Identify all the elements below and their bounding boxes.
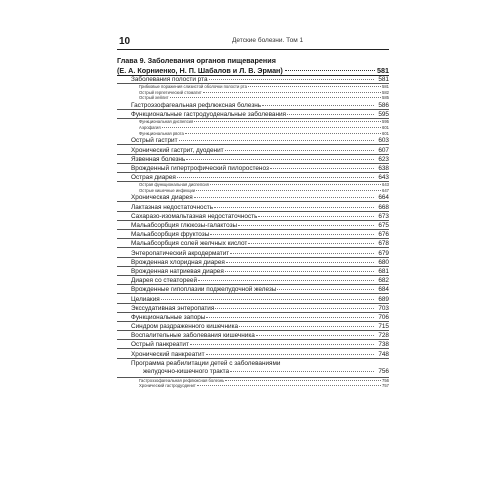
toc-entry-page: 638 — [378, 164, 389, 172]
toc-entry-title: Гастроэзофагеальная рефлюксная болезнь — [131, 102, 262, 110]
toc-entry-page: 715 — [378, 323, 389, 331]
toc-entry-title: Хронический гастрит, дуоденит — [131, 146, 224, 154]
toc-entry-page: 678 — [378, 240, 389, 248]
toc-entry-title: Диарея со стеатореей — [131, 277, 198, 285]
toc-entry[interactable] — [117, 75, 389, 84]
leader-dots — [225, 271, 374, 272]
toc-entry-page: 601 — [382, 124, 389, 130]
leader-dots — [210, 184, 381, 185]
leader-dots — [162, 127, 381, 128]
toc-entry-title: Острые кишечные инфекции — [139, 187, 196, 193]
toc-entry-page: 664 — [378, 194, 389, 202]
toc-entry-title: Острая функциональная диспепсия — [139, 182, 209, 188]
toc-entry-title: Врожденный гипертрофический пилоростеноз — [131, 164, 269, 172]
toc-entry-title: Острый гастрит — [131, 137, 178, 145]
leader-dots — [225, 380, 381, 381]
leader-dots — [256, 335, 374, 336]
leader-dots — [196, 190, 381, 191]
toc-entry-title: Функциональные гастродуоденальные заболевания — [131, 111, 287, 119]
chapter-title: Глава 9. Заболевания органов пищеварения — [117, 56, 276, 65]
toc-entry[interactable] — [117, 340, 389, 349]
toc-entry-title: Острый хейлит — [139, 95, 169, 101]
toc-entry-page: 586 — [378, 102, 389, 110]
leader-dots — [206, 317, 374, 318]
leader-dots — [177, 177, 374, 178]
toc-entry-page: 681 — [378, 267, 389, 275]
leader-dots — [203, 92, 381, 93]
toc-entry[interactable] — [117, 145, 389, 154]
leader-dots — [248, 243, 374, 244]
toc-entry-page: 643 — [382, 182, 389, 188]
toc-entry[interactable] — [117, 212, 389, 221]
toc-entry-title: Функциональная диспепсия — [139, 119, 194, 125]
toc-entry-title: Хронический панкреатит — [131, 350, 205, 358]
toc-entry[interactable] — [117, 110, 389, 119]
toc-entry[interactable] — [117, 230, 389, 239]
leader-dots — [185, 133, 381, 134]
toc-entry-page: 607 — [378, 146, 389, 154]
chapter-authors-row — [117, 66, 389, 76]
toc-entry[interactable] — [117, 173, 389, 182]
leader-dots — [194, 197, 374, 198]
toc-entry[interactable] — [117, 276, 389, 285]
toc-entry-page: 603 — [378, 137, 389, 145]
toc-entry-page: 675 — [378, 222, 389, 229]
leader-dots — [210, 234, 374, 235]
chapter-authors: (Е. А. Корниенко, Н. П. Шабалов и Л. В. Эрман) — [117, 65, 283, 75]
toc-entry[interactable] — [117, 136, 389, 145]
toc-entry[interactable] — [117, 258, 389, 267]
toc-entry[interactable] — [117, 331, 389, 340]
toc-entry-page: 581 — [378, 76, 389, 84]
toc-entry-page: 582 — [382, 89, 389, 95]
toc-entry-title: Мальабсорбция глюкозы-галактозы — [131, 222, 238, 229]
toc-entry[interactable] — [117, 248, 389, 257]
toc-entry[interactable] — [117, 101, 389, 110]
toc-entry[interactable] — [117, 202, 389, 211]
leader-dots — [215, 308, 374, 309]
toc-entry-title: Энтеропатический акродерматит — [131, 249, 230, 257]
toc-entry-title: Экссудативная энтеропатия — [131, 304, 215, 312]
toc-entry-page: 595 — [382, 119, 389, 125]
leader-dots — [190, 344, 374, 345]
leader-dots — [238, 225, 374, 226]
leader-dots — [186, 159, 374, 160]
toc-entry-page: 757 — [382, 383, 389, 389]
toc-entry-page: 756 — [382, 377, 389, 383]
toc-entry-page: 756 — [378, 368, 389, 376]
toc-entry-page: 680 — [378, 258, 389, 266]
leader-dots — [161, 299, 374, 300]
toc-entry-title: Аэрофагия — [139, 124, 161, 130]
toc-entry-title: Лактазная недостаточность — [131, 203, 214, 211]
toc-entry-page: 676 — [378, 231, 389, 239]
leader-dots — [225, 150, 374, 151]
toc-entry-title: Острый герпетический стоматит — [139, 89, 202, 95]
leader-dots — [230, 371, 374, 372]
toc-entry[interactable] — [117, 285, 389, 294]
toc-entry-page: 647 — [382, 187, 389, 193]
toc-entry[interactable] — [117, 294, 389, 303]
toc-entry-page: 706 — [378, 313, 389, 321]
leader-dots — [206, 354, 374, 355]
leader-dots — [209, 79, 374, 80]
chapter-page: 581 — [377, 65, 389, 75]
leader-dots — [230, 253, 374, 254]
leader-dots — [214, 207, 374, 208]
toc-entry-page: 601 — [382, 130, 389, 136]
leader-dots — [197, 385, 381, 386]
toc-entry[interactable] — [117, 267, 389, 276]
toc-entry-page: 643 — [378, 174, 389, 182]
toc-entry-page: 689 — [378, 295, 389, 303]
toc-entry-title: Гастроэзофагеальная рефлюксная болезнь — [139, 377, 225, 383]
toc-entry[interactable] — [117, 193, 389, 202]
leader-dots — [239, 326, 374, 327]
leader-dots — [170, 97, 381, 98]
toc-entry-title-continued — [131, 368, 389, 376]
toc-entry-page: 738 — [378, 341, 389, 349]
toc-entry-title: Врожденные гипоплазии поджелудочной железы — [131, 286, 277, 294]
toc-entry-title: Синдром раздраженного кишечника — [131, 323, 239, 331]
toc-entry[interactable] — [117, 221, 389, 230]
toc-entry-page: 668 — [378, 203, 389, 211]
toc-entry[interactable] — [117, 164, 389, 173]
header-rule — [117, 49, 389, 50]
toc-entry-page: 748 — [378, 350, 389, 358]
leader-dots — [287, 114, 374, 115]
toc-entry[interactable] — [117, 322, 389, 331]
leader-dots — [262, 105, 374, 106]
toc-entry-title: Функциональная рвота — [139, 130, 184, 136]
toc-entry-title: Язвенная болезнь — [131, 155, 186, 163]
leader-dots — [179, 140, 374, 141]
toc-entry-page: 595 — [378, 111, 389, 119]
toc-entry-page: 682 — [378, 277, 389, 285]
leader-dots — [270, 168, 374, 169]
toc-entry-title: Воспалительные заболевания кишечника — [131, 332, 255, 340]
leader-dots — [226, 262, 374, 263]
toc-entry-title: Грибковые поражения слизистой оболочки полости рта — [139, 84, 247, 90]
chapter-heading — [117, 56, 389, 75]
leader-dots — [258, 216, 374, 217]
toc-entry-title: Врожденная хлоридная диарея — [131, 258, 225, 266]
toc-entry-page: 684 — [378, 286, 389, 294]
toc-entry-page: 679 — [378, 249, 389, 257]
toc-entry-page: 623 — [378, 155, 389, 163]
leader-dots — [285, 70, 375, 71]
toc-entry[interactable] — [117, 359, 389, 378]
leader-dots — [248, 86, 381, 87]
table-of-contents — [117, 75, 389, 389]
toc-entry-page: 673 — [378, 212, 389, 220]
toc-entry-title: Заболевания полости рта — [131, 76, 208, 84]
toc-entry-title: Сахаразо-изомальтазная недостаточность — [131, 212, 258, 220]
toc-entry-title: Острый панкреатит — [131, 341, 189, 349]
leader-dots — [277, 289, 374, 290]
toc-entry-title: Программа реабилитации детей с заболеваниями — [131, 360, 281, 368]
toc-entry-title: Функциональные запоры — [131, 313, 206, 321]
page-number: 10 — [119, 36, 131, 47]
toc-subentry[interactable] — [117, 383, 389, 389]
toc-entry-title: Врожденная натриевая диарея — [131, 267, 224, 275]
toc-entry-page: 728 — [378, 332, 389, 340]
toc-entry[interactable] — [117, 304, 389, 313]
toc-entry[interactable] — [117, 313, 389, 322]
toc-entry-title: Хронический гастродуоденит — [139, 383, 196, 389]
toc-entry-page: 585 — [382, 95, 389, 101]
running-title: Детские болезни. Том 1 — [232, 37, 304, 44]
toc-entry[interactable] — [117, 239, 389, 248]
leader-dots — [194, 121, 381, 122]
toc-entry-title: Мальабсорбция фруктозы — [131, 231, 210, 239]
toc-entry[interactable] — [117, 349, 389, 358]
toc-entry-title: Целиакия — [131, 295, 160, 303]
toc-entry-title: Хроническая диарея — [131, 194, 193, 202]
toc-entry-page: 703 — [378, 304, 389, 312]
toc-entry[interactable] — [117, 155, 389, 164]
toc-entry-title: Мальабсорбция солей желчных кислот — [131, 240, 248, 248]
toc-entry-page: 581 — [382, 84, 389, 90]
toc-entry-title: Острая диарея — [131, 174, 176, 182]
leader-dots — [198, 280, 374, 281]
toc-entry-title-line2: желудочно-кишечного тракта — [143, 368, 230, 376]
